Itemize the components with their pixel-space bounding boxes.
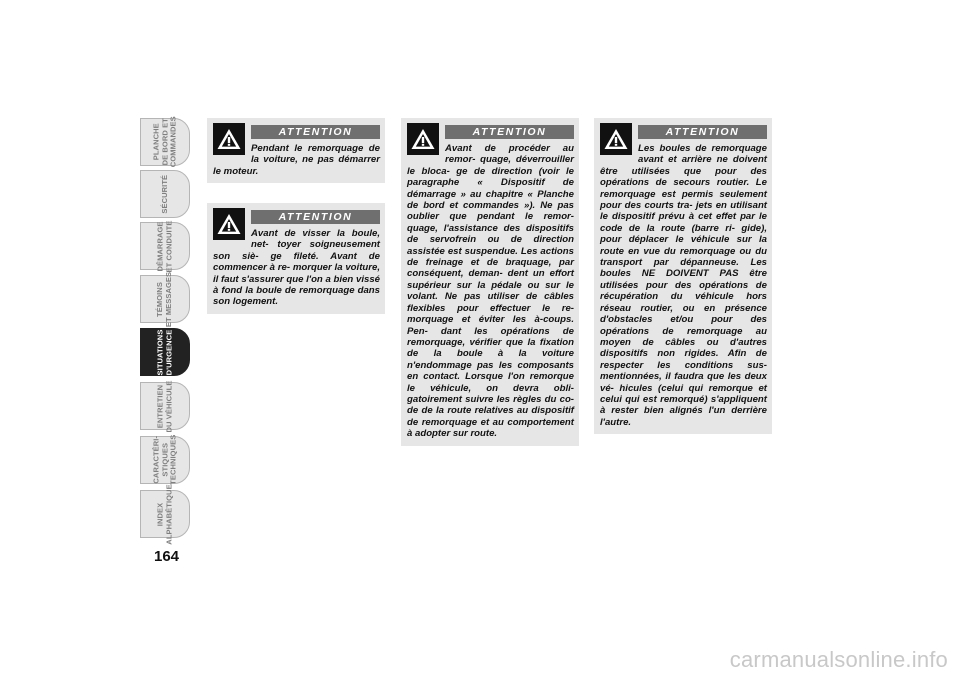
warning-triangle-icon	[213, 123, 245, 155]
tab-planche-de-bord[interactable]	[140, 118, 190, 166]
warning-text: Avant de visser la boule, net- toyer soigneusement son siè- ge fileté. Avant de commencer à re- morquer la voiture, il faut s'assurer que l'on a bien vissé à fond la boule de remorquage dans son logement.	[213, 228, 380, 308]
tab-label: PLANCHE DE BORD ET COMMANDES	[151, 116, 178, 168]
tab-caracteristiques[interactable]	[140, 436, 190, 484]
tab-label: TÉMOINS ET MESSAGES	[155, 271, 173, 327]
tab-demarrage[interactable]	[140, 222, 190, 270]
tab-label: SÉCURITÉ	[159, 174, 169, 214]
attention-label: ATTENTION	[638, 125, 767, 139]
warning-box-3	[401, 118, 579, 446]
tab-temoins[interactable]	[140, 271, 190, 327]
warning-triangle-icon	[213, 208, 245, 240]
tab-label: INDEX ALPHABÉTIQUE	[155, 483, 173, 545]
warning-text: Avant de procéder au remor- quage, déverrouiller le bloca- ge de direction (voir le paragraphe « Dispositif de démarrage » au chapitre « Planche de bord et commandes »). Ne pas oublier que pendant le remor- quage, l'assistance des dispositifs de servofrein ou de direction assistée est suspendue. Les actions de freinage et de braquage, par conséquent, deman- dent un effort supérieur sur la pédale ou sur le volant. Ne pas utiliser de câbles flexibles pour effectuer le re- morquage et éviter les à-coups. Pen- dant les opérations de remorquage, vérifier que la fixation de la boule à la voiture n'endommage pas les composants en contact. Lorsque l'on remorque le véhicule, on devra obli- gatoirement suivre les règles du co- de de la route relatives au dispositif de remorquage et au comportement à adopter sur route.	[407, 143, 574, 440]
warning-box-1	[207, 118, 385, 183]
warning-text: Pendant le remorquage de la voiture, ne pas démarrer le moteur.	[213, 143, 380, 177]
tab-index[interactable]	[140, 483, 190, 545]
attention-label: ATTENTION	[251, 125, 380, 139]
tab-label: ENTRETIEN DU VÉHICULE	[155, 380, 173, 432]
tab-label: SITUATIONS D'URGENCE	[155, 329, 173, 375]
tab-label: CARACTÉRI- STIQUES TECHNIQUES	[151, 434, 178, 486]
attention-label: ATTENTION	[251, 210, 380, 224]
warning-box-2	[207, 203, 385, 314]
warning-box-4	[594, 118, 772, 434]
attention-label: ATTENTION	[445, 125, 574, 139]
warning-triangle-icon	[407, 123, 439, 155]
tab-securite[interactable]	[140, 170, 190, 218]
tab-label: DÉMARRAGE ET CONDUITE	[155, 220, 173, 272]
tab-entretien[interactable]	[140, 382, 190, 430]
watermark: carmanualsonline.info	[729, 647, 948, 672]
tab-situations-urgence[interactable]	[140, 328, 190, 376]
warning-triangle-icon	[600, 123, 632, 155]
page-number: 164	[154, 548, 180, 565]
warning-text: Les boules de remorquage avant et arrière ne doivent être utilisées que pour des opérations de secours routier. Le remorquage est permis seulement pour des courts tra- jets en utilisant le dispositif prévu à cet effet par le code de la route (barre ri- gide), pour déplacer le véhicule sur la route en vue du remorquage ou du transport par dépanneuse. Les boules NE DOIVENT PAS être utilisées pour des opérations de récupération du véhicule hors réseau routier, ou en présence d'obstacles et/ou pour des opérations de remorquage au moyen de câbles ou d'autres dispositifs non rigides. Afin de respecter les conditions sus- mentionnées, il faudra que les deux vé- hicules (celui qui remorque et celui qui est remorqué) s'appliquent à rester bien alignés l'un derrière l'autre.	[600, 143, 767, 428]
